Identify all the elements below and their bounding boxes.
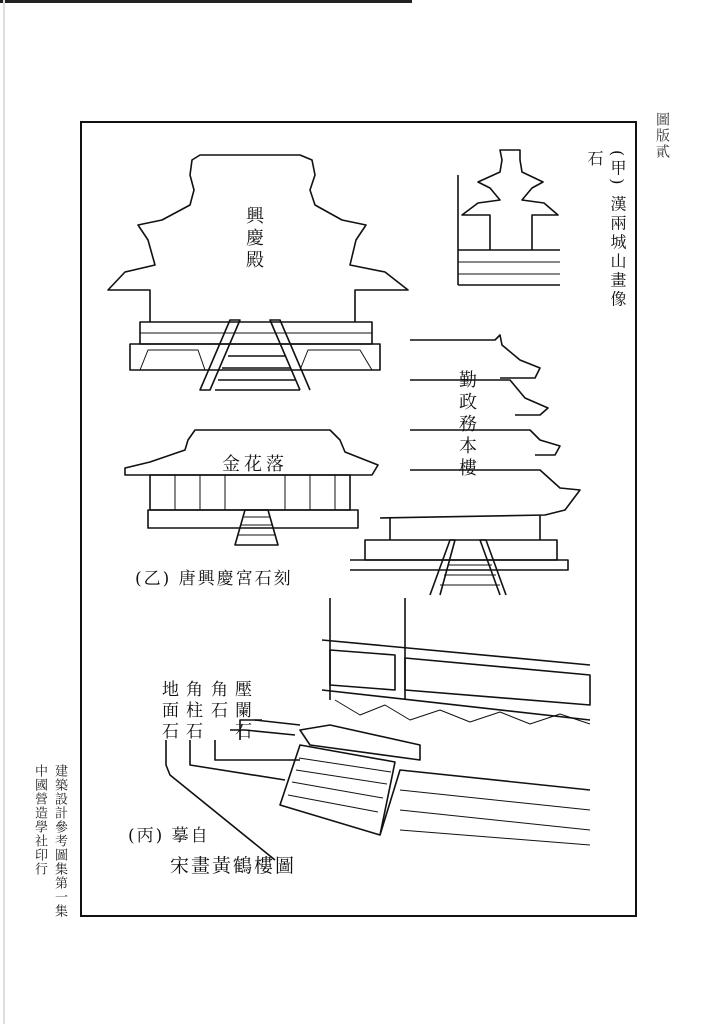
xingqing-hall-drawing (108, 155, 408, 390)
han-tower-drawing (458, 150, 560, 285)
corner-stone-label: 角石 (207, 680, 227, 722)
xingqing-hall-label: 興慶殿 (243, 206, 264, 272)
panel-a-caption: (甲) 漢兩城山畫像石 (585, 150, 627, 310)
side-note-publisher: 中國營造學社印行 (32, 764, 47, 876)
panel-c-caption-line1: (丙) 摹自 (128, 826, 210, 846)
panel-c-caption-line2: 宋畫黃鶴樓圖 (170, 855, 297, 877)
corner-column-stone-label: 角柱石 (182, 680, 202, 743)
jinhua-hall-drawing (125, 430, 378, 545)
ground-stone-label: 地面石 (158, 680, 178, 743)
plate-label: 圖版貳 (654, 112, 670, 160)
qinzheng-tower-label: 勤政務本樓 (456, 370, 477, 480)
jinhua-hall-label: 金花落 (222, 454, 288, 475)
side-note-series: 建築設計參考圖集第一集 (52, 764, 67, 918)
balustrade-stone-label: 壓闌石 (231, 680, 251, 743)
panel-b-caption: (乙) 唐興慶宮石刻 (135, 569, 293, 589)
